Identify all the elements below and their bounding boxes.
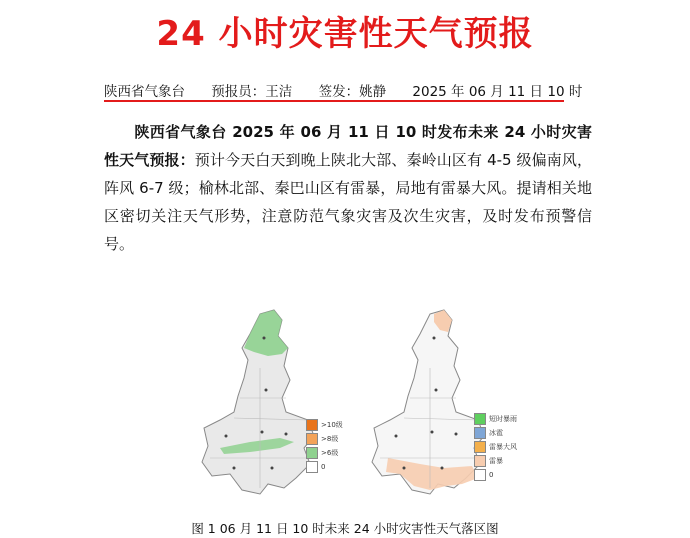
legend-swatch: [474, 441, 486, 453]
legend-swatch: [474, 427, 486, 439]
figure-caption: 图 1 06 月 11 日 10 时未来 24 小时灾害性天气落区图: [191, 521, 499, 536]
legend-swatch: [306, 447, 318, 459]
storm-legend: [474, 412, 517, 482]
legend-swatch: [474, 455, 486, 467]
storm-legend-item: 短时暴雨: [474, 412, 517, 426]
forecast-lead: 陕西省气象台 2025 年 06 月 11 日 10 时发布未来 24 小时灾害性天气预报：: [104, 123, 592, 169]
issue-datetime: 2025 年 06 月 11 日 10 时: [412, 84, 583, 100]
storm-legend-item: 雷暴大风: [474, 440, 517, 454]
legend-swatch: [306, 419, 318, 431]
forecast-maps: [0, 300, 690, 510]
legend-swatch: [474, 469, 486, 481]
storm-legend-item: 雷暴: [474, 454, 517, 468]
wind-zone-north: [244, 310, 288, 356]
legend-swatch: [306, 433, 318, 445]
storm-legend-item: 冰雹: [474, 426, 517, 440]
legend-swatch: [306, 461, 318, 473]
legend-swatch: [474, 413, 486, 425]
page-title: 24 小时灾害性天气预报: [156, 14, 534, 54]
agency-name: 陕西省气象台: [104, 84, 185, 100]
wind-legend-item: >6级: [306, 446, 343, 460]
wind-legend-item: 0: [306, 460, 343, 474]
forecast-paragraph: [104, 118, 592, 258]
forecaster-name: 预报员：王洁: [211, 84, 293, 100]
wind-legend: [306, 418, 343, 474]
wind-legend-item: >10级: [306, 418, 343, 432]
wind-legend-item: >8级: [306, 432, 343, 446]
bulletin-meta: [104, 80, 583, 102]
storm-legend-item: 0: [474, 468, 517, 482]
forecast-text: 预计今天白天到晚上陕北大部、秦岭山区有 4-5 级偏南风，阵风 6-7 级；榆林北部、秦巴山区有雷暴，局地有雷暴大风。提请相关地区密切关注天气形势，注意防范气象灾害及次生灾害，及时发布预警信号。: [104, 151, 592, 253]
issuer-name: 签发：姚静: [318, 84, 387, 100]
